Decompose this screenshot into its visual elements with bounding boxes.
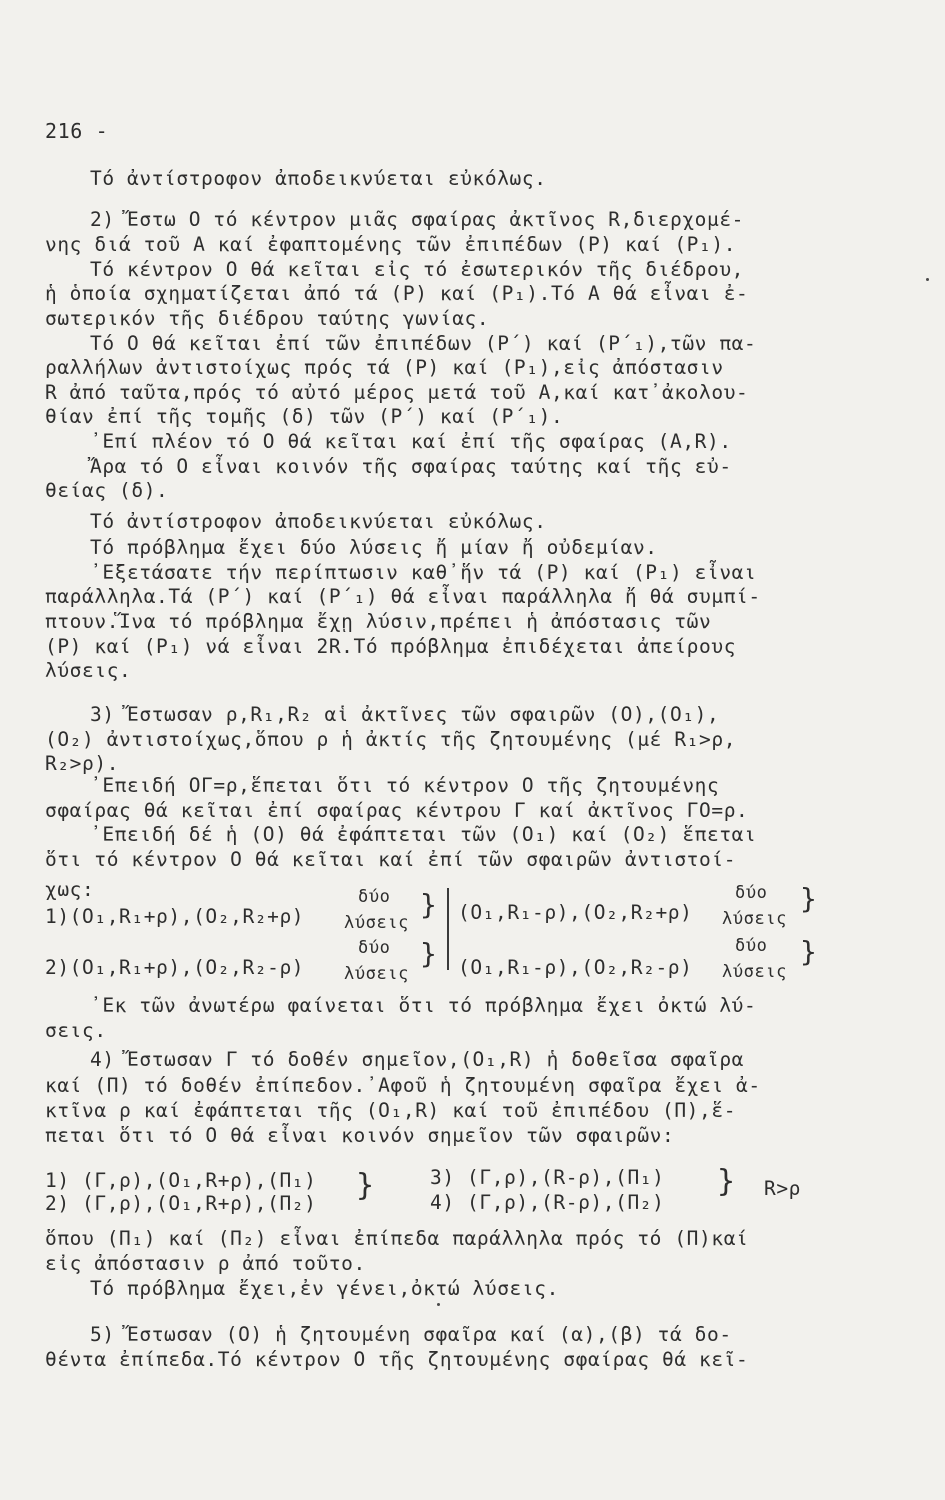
text-line: παράλληλα.Τά (P΄) καί (P΄₁) θά εἶναι παράλληλα ἤ θά συμπί-: [45, 585, 761, 608]
system-row2-left-solutions: λύσεις: [344, 964, 410, 984]
text-line: 5) Ἔστωσαν (Ο) ἡ ζητουμένη σφαῖρα καί (α),(β) τά δο-: [90, 1323, 732, 1346]
scan-speck: [926, 278, 929, 281]
text-line: Ἄρα τό Ο εἶναι κοινόν τῆς σφαίρας ταύτης καί τῆς εὐ-: [90, 455, 732, 478]
text-line: ᾽Επειδή ΟΓ=ρ,ἕπεται ὅτι τό κέντρον Ο τῆς ζητουμένης: [90, 774, 720, 797]
case-line: 3) (Γ,ρ),(R-ρ),(Π₁): [430, 1166, 665, 1189]
system-row2-left: 2)(Ο₁,R₁+ρ),(Ο₂,R₂-ρ): [45, 956, 305, 979]
text-line: 2) Ἔστω Ο τό κέντρον μιᾶς σφαίρας ἀκτῖνος R,διερχομέ-: [90, 208, 745, 231]
system-row2-right-solutions: λύσεις: [722, 962, 788, 982]
right-brace-icon: }: [420, 888, 437, 921]
scan-speck: [437, 1303, 440, 1306]
system-row1-right-solutions: λύσεις: [722, 909, 788, 929]
text-line: πτουν.Ἵνα τό πρόβλημα ἔχῃ λύσιν,πρέπει ἡ ἀπόστασις τῶν: [45, 610, 712, 633]
divider-line: [447, 888, 449, 970]
text-line: ὅπου (Π₁) καί (Π₂) εἶναι ἐπίπεδα παράλληλα πρός τό (Π)καί: [45, 1227, 749, 1250]
case-line: 2) (Γ,ρ),(Ο₁,R+ρ),(Π₂): [45, 1192, 317, 1215]
text-line: λύσεις.: [45, 659, 132, 682]
case-line: 4) (Γ,ρ),(R-ρ),(Π₂): [430, 1191, 665, 1214]
text-line: σωτερικόν τῆς διέδρου ταύτης γωνίας.: [45, 307, 490, 330]
text-line: Τό κέντρον Ο θά κεῖται εἰς τό ἐσωτερικόν τῆς διέδρου,: [90, 258, 745, 281]
text-line: ὅτι τό κέντρον Ο θά κεῖται καί ἐπί τῶν σφαιρῶν ἀντιστοί-: [45, 848, 737, 871]
text-line: Τό ἀντίστροφον ἀποδεικνύεται εὐκόλως.: [90, 510, 547, 533]
text-line: εἰς ἀπόστασιν ρ ἀπό τοῦτο.: [45, 1252, 366, 1275]
right-brace-icon: }: [800, 935, 817, 968]
right-brace-icon: }: [356, 1168, 375, 1203]
text-line: ᾽Επί πλέον τό Ο θά κεῖται καί ἐπί τῆς σφαίρας (Α,R).: [90, 430, 732, 453]
text-line: χως:: [45, 878, 95, 901]
case-line: 1) (Γ,ρ),(Ο₁,R+ρ),(Π₁): [45, 1169, 317, 1192]
text-line: ἡ ὁποία σχηματίζεται ἀπό τά (P) καί (P₁).Τό Α θά εἶναι ἐ-: [45, 282, 749, 305]
text-line: ραλλήλων ἀντιστοίχως πρός τά (P) καί (P₁),εἰς ἀπόστασιν: [45, 356, 724, 379]
text-line: Τό πρόβλημα ἔχει,ἐν γένει,ὀκτώ λύσεις.: [90, 1277, 559, 1300]
text-line: κτῖνα ρ καί ἐφάπτεται τῆς (Ο₁,R) καί τοῦ ἐπιπέδου (Π),ἕ-: [45, 1099, 737, 1122]
text-line: ᾽Εξετάσατε τήν περίπτωσιν καθ᾽ἥν τά (P) καί (P₁) εἶναι: [90, 561, 757, 584]
text-line: καί (Π) τό δοθέν ἐπίπεδον.᾽Αφοῦ ἡ ζητουμένη σφαῖρα ἔχει ἀ-: [45, 1074, 761, 1097]
right-brace-icon: }: [420, 937, 437, 970]
text-line: πεται ὅτι τό Ο θά εἶναι κοινόν σημεῖον τῶν σφαιρῶν:: [45, 1124, 675, 1147]
right-brace-icon: }: [717, 1164, 736, 1199]
text-line: Τό Ο θά κεῖται ἐπί τῶν ἐπιπέδων (P΄) καί (P΄₁),τῶν πα-: [90, 332, 757, 355]
text-line: ᾽Επειδή δέ ἡ (Ο) θά ἐφάπτεται τῶν (Ο₁) καί (Ο₂) ἕπεται: [90, 823, 757, 846]
text-line: 4) Ἔστωσαν Γ τό δοθέν σημεῖον,(Ο₁,R) ἡ δοθεῖσα σφαῖρα: [90, 1048, 745, 1071]
right-brace-icon: }: [800, 882, 817, 915]
text-line: θείας (δ).: [45, 479, 169, 502]
system-row2-left-count: δύο: [358, 938, 391, 958]
text-line: ᾽Εκ τῶν ἀνωτέρω φαίνεται ὅτι τό πρόβλημα ἔχει ὀκτώ λύ-: [90, 994, 757, 1017]
text-line: (P) καί (P₁) νά εἶναι 2R.Τό πρόβλημα ἐπιδέχεται ἀπείρους: [45, 635, 737, 658]
system-row2-right-count: δύο: [735, 936, 768, 956]
system-row1-right-count: δύο: [735, 883, 768, 903]
text-line: σφαίρας θά κεῖται ἐπί σφαίρας κέντρου Γ καί ἀκτῖνος ΓΟ=ρ.: [45, 799, 749, 822]
system-row1-left-count: δύο: [358, 887, 391, 907]
text-line: θίαν ἐπί τῆς τομῆς (δ) τῶν (P΄) καί (P΄₁).: [45, 405, 564, 428]
text-line: θέντα ἐπίπεδα.Τό κέντρον Ο τῆς ζητουμένης σφαίρας θά κεῖ-: [45, 1348, 749, 1371]
text-line: Τό πρόβλημα ἔχει δύο λύσεις ἤ μίαν ἤ οὐδεμίαν.: [90, 536, 658, 559]
system-row1-left: 1)(Ο₁,R₁+ρ),(Ο₂,R₂+ρ): [45, 905, 305, 928]
text-line: 3) Ἔστωσαν ρ,R₁,R₂ αἱ ἀκτῖνες τῶν σφαιρῶν (Ο),(Ο₁),: [90, 703, 720, 726]
page-number: 216 -: [45, 119, 109, 143]
system-row1-left-solutions: λύσεις: [344, 913, 410, 933]
text-line: σεις.: [45, 1019, 107, 1042]
text-line: (Ο₂) ἀντιστοίχως,ὅπου ρ ἡ ἀκτίς τῆς ζητουμένης (μέ R₁>ρ,: [45, 728, 737, 751]
text-line: R ἀπό ταῦτα,πρός τό αὐτό μέρος μετά τοῦ Α,καί κατ᾽ἀκολου-: [45, 381, 749, 404]
text-line: Τό ἀντίστροφον ἀποδεικνύεται εὐκόλως.: [90, 167, 547, 190]
text-line: R₂>ρ).: [45, 752, 120, 775]
system-row2-right: (Ο₁,R₁-ρ),(Ο₂,R₂-ρ): [458, 956, 693, 979]
text-line: νης διά τοῦ Α καί ἐφαπτομένης τῶν ἐπιπέδων (P) καί (P₁).: [45, 233, 737, 256]
system-row1-right: (Ο₁,R₁-ρ),(Ο₂,R₂+ρ): [458, 901, 693, 924]
condition-label: R>ρ: [764, 1177, 802, 1200]
